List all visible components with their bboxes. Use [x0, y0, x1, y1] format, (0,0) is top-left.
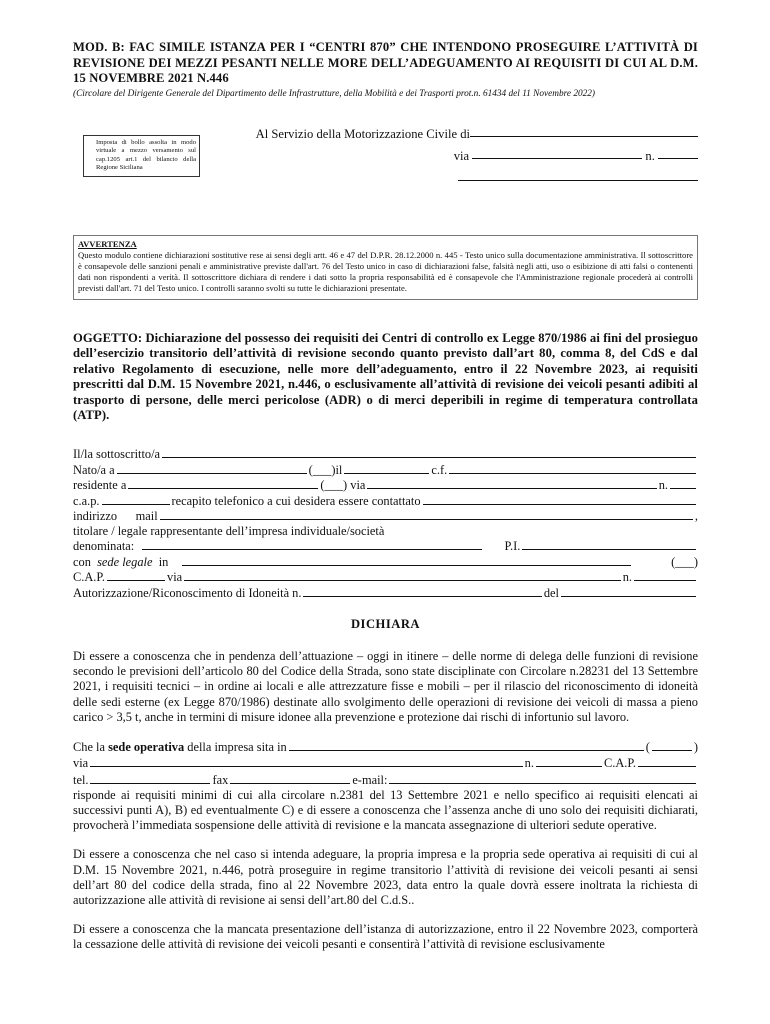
- via2-label: via: [167, 570, 183, 585]
- via-label: via: [350, 478, 366, 493]
- paren-close: ): [693, 740, 698, 755]
- recipient-address: [243, 123, 698, 181]
- sede-requirements-text: risponde ai requisiti minimi di cui alla circolare n.2381 del 13 Settembre 2021 e nello specifico ai requisiti elencati ai successivi punti A), B) ed eventualmente C) e di essere a conoscenza che l’assenza anche di uno solo dei requisiti dichiarati, provocherà l’immediata sospensione delle attività di revisione e la mancata assegnazione di ulteriori sedute operative.: [73, 787, 698, 833]
- sede-via-field[interactable]: [90, 755, 523, 767]
- stamp-box: Imposta di bollo assolta in modo virtuale a mezzo versamento sul cap.1205 art.1 del bilancio della Regione Siciliana: [83, 135, 200, 177]
- tel-field[interactable]: [90, 772, 210, 784]
- autorizzazione-label: Autorizzazione/Riconoscimento di Idoneità n.: [73, 585, 302, 600]
- warning-title: AVVERTENZA: [78, 238, 137, 249]
- number-field[interactable]: [658, 145, 698, 159]
- indirizzo-label: indirizzo: [73, 509, 118, 524]
- sita-in-label: della impresa sita in: [187, 740, 287, 755]
- phone-field[interactable]: [423, 493, 696, 505]
- sede-operativa-field[interactable]: [289, 739, 644, 751]
- residente-n-field[interactable]: [670, 477, 696, 489]
- row-sede-operativa: [73, 739, 698, 755]
- header-block: [73, 123, 698, 215]
- row-titolare: [73, 524, 698, 539]
- pi-field[interactable]: [522, 538, 696, 550]
- email-field[interactable]: [389, 772, 696, 784]
- del-field[interactable]: [561, 585, 696, 597]
- cf-field[interactable]: [449, 462, 696, 474]
- sottoscritto-label: Il/la sottoscritto/a: [73, 447, 161, 462]
- denominata-field[interactable]: [142, 538, 482, 550]
- document-subtitle: (Circolare del Dirigente Generale del Dipartimento delle Infrastrutture, della Mobilità e dei Trasporti prot.n. 61434 del 11 Novembre 2022): [73, 88, 596, 99]
- residente-via-field[interactable]: [367, 477, 656, 489]
- nato-field[interactable]: [117, 462, 307, 474]
- number-label: n.: [645, 148, 655, 163]
- n2-label: n.: [622, 570, 632, 585]
- via-label: via: [453, 148, 470, 163]
- sottoscritto-field[interactable]: [162, 446, 696, 458]
- paragraph-3: Di essere a conoscenza che nel caso si intenda adeguare, la propria impresa e la propria sede operativa ai requisiti di cui al D.M. 15 Novembre 2021, n.446, potrà proseguire in regime transitorio l’attività di revisione dei veicoli pesanti ai sensi dell’art 80 del codice della strada, fino al 22 Novembre 2023, data entro la quale dovrà essere inoltrata la richiesta di autorizzazione alle attività di revisione ai sensi dell’art.80 del C.d.S..: [73, 847, 698, 907]
- via-field[interactable]: [472, 145, 642, 159]
- row-residente: [73, 477, 698, 493]
- via2-field[interactable]: [184, 569, 621, 581]
- mail-label: mail: [135, 509, 158, 524]
- del-label: del: [543, 585, 559, 600]
- in-label: in: [158, 554, 169, 569]
- denominata-label: denominata:: [73, 539, 135, 554]
- cap-label: c.a.p.: [73, 493, 100, 508]
- sede-legale-field[interactable]: [182, 554, 631, 566]
- autorizzazione-field[interactable]: [303, 585, 541, 597]
- motorizzazione-field[interactable]: [470, 123, 698, 137]
- row-nato: [73, 462, 698, 478]
- tel-label: tel.: [73, 772, 89, 787]
- con-label: con: [73, 554, 91, 569]
- dichiara-heading: DICHIARA: [350, 617, 421, 632]
- recapito-label: recapito telefonico a cui desidera essere contattato: [171, 493, 421, 508]
- row-denominata: [73, 538, 698, 554]
- fax-field[interactable]: [230, 772, 350, 784]
- warning-text: Questo modulo contiene dichiarazioni sostitutive rese ai sensi degli artt. 46 e 47 del D.P.R. 28.12.2000 n. 445 - Testo unico sulla documentazione amministrativa. Il sottoscrittore è consapevole delle sanzioni penali e amministrative previste dall'art. 76 del Testo unico in caso di dichiarazioni false, falsità negli atti, uso o esibizione di atti falsi o contenenti dati non rispondenti a verità. Il sottoscrittore dichiara di rendere i dati sotto la propria responsabilità ed è consapevole che l'Amministrazione regionale procederà ai controlli previsti dall'art. 71 del Testo unico. I controlli saranno svolti su tutte le dichiarazioni presentate.: [78, 249, 693, 294]
- row-sede-via: [73, 755, 698, 771]
- cf-label: c.f.: [431, 462, 448, 477]
- mail-field[interactable]: [160, 508, 693, 520]
- nato-label: Nato/a a: [73, 462, 115, 477]
- birthdate-field[interactable]: [344, 462, 429, 474]
- row-sottoscritto: [73, 446, 698, 462]
- che-la-label: Che la: [73, 740, 105, 755]
- paragraph-1: Di essere a conoscenza che in pendenza dell’attuazione – oggi in itinere – delle norme di delega delle funzioni di revisione secondo le previsioni dell’articolo 80 del Codice della Strada, sono state disciplinate con Circolare n.28231 del 13 Settembre 2021, i requisiti tecnici – in ordine ai locali e alle attrezzature fisse e mobili – per il rilascio del riconoscimento di idoneità delle sedi esterne (ex Legge 870/1986) destinate allo svolgimento delle operazioni di revisione dei veicoli di massa a pieno carico > 3,5 t, anche in termini di misure idonee alla prevenzione e protezione dai rischi di infortunio sul lavoro.: [73, 649, 698, 724]
- il-label: il: [335, 462, 343, 477]
- n2-field[interactable]: [634, 569, 696, 581]
- sede-province-field[interactable]: [652, 739, 692, 751]
- cap2-label: C.A.P.: [73, 570, 106, 585]
- subject-paragraph: OGGETTO: Dichiarazione del possesso dei requisiti dei Centri di controllo ex Legge 870/1986 ai fini del prosieguo dell’esercizio transitorio dell’attività di revisione secondo quanto previsto dall’art 80, comma 8, del CdS e dal relativo Regolamento di esecuzione, nelle more dell’adeguamento, entro il 22 Novembre 2023, ai requisiti prescritti dal D.M. 15 Novembre 2021, n.446, o esclusivamente all’attività di revisione dei veicoli pesanti adibiti al trasporto di persone, delle merci pericolose (ADR) o di merci deperibili in regime di temperatura controllata (ATP).: [73, 330, 698, 423]
- province-field[interactable]: (___): [308, 462, 336, 477]
- cap-field[interactable]: [102, 493, 170, 505]
- sede-cap-label: C.A.P.: [603, 756, 636, 771]
- email-label: e-mail:: [352, 772, 388, 787]
- row-mail: [73, 508, 698, 524]
- residente-field[interactable]: [128, 477, 318, 489]
- sede-n-label: n.: [524, 756, 534, 771]
- residente-province-field[interactable]: (___): [320, 478, 348, 493]
- row-sede-contacts: [73, 772, 698, 788]
- warning-box: [73, 235, 698, 300]
- city-field[interactable]: [458, 167, 698, 181]
- cap2-field[interactable]: [107, 569, 165, 581]
- row-sede-legale: [73, 554, 698, 570]
- address-line-2: [243, 145, 698, 167]
- sede-operativa-block: [73, 739, 698, 833]
- sede-legale-label: sede legale: [97, 554, 153, 569]
- declarant-form: [73, 446, 698, 600]
- residente-label: residente a: [73, 478, 127, 493]
- sede-cap-field[interactable]: [638, 755, 696, 767]
- sede-operativa-label: sede operativa: [108, 740, 185, 755]
- address-label: Al Servizio della Motorizzazione Civile di: [255, 126, 470, 141]
- n-label: n.: [658, 478, 668, 493]
- paragraph-4: Di essere a conoscenza che la mancata presentazione dell’istanza di autorizzazione, entro il 22 Novembre 2023, comporterà la cessazione delle attività di revisione dei veicoli pesanti e consentirà l’attività di revisione esclusivamente: [73, 922, 698, 952]
- paren-open: (: [645, 740, 650, 755]
- document-page: [73, 40, 698, 953]
- sede-via-label: via: [73, 756, 89, 771]
- titolare-label: titolare / legale rappresentante dell’impresa individuale/società: [73, 523, 385, 538]
- pi-label: P.I.: [504, 539, 521, 554]
- sede-legale-province-field[interactable]: (___): [671, 554, 698, 569]
- comma: ,: [694, 509, 698, 524]
- row-cap: [73, 493, 698, 509]
- row-autorizzazione: [73, 585, 698, 601]
- address-line-1: [243, 123, 698, 145]
- address-line-3: [243, 167, 698, 181]
- fax-label: fax: [212, 772, 229, 787]
- sede-n-field[interactable]: [536, 755, 602, 767]
- row-cap-via: [73, 569, 698, 585]
- document-title: MOD. B: FAC SIMILE ISTANZA PER I “CENTRI 870” CHE INTENDONO PROSEGUIRE L’ATTIVITÀ DI REVISIONE DEI MEZZI PESANTI NELLE MORE DELL’ADEGUAMENTO AI REQUISITI DI CUI AL D.M. 15 NOVEMBRE 2021 N.446: [73, 40, 698, 85]
